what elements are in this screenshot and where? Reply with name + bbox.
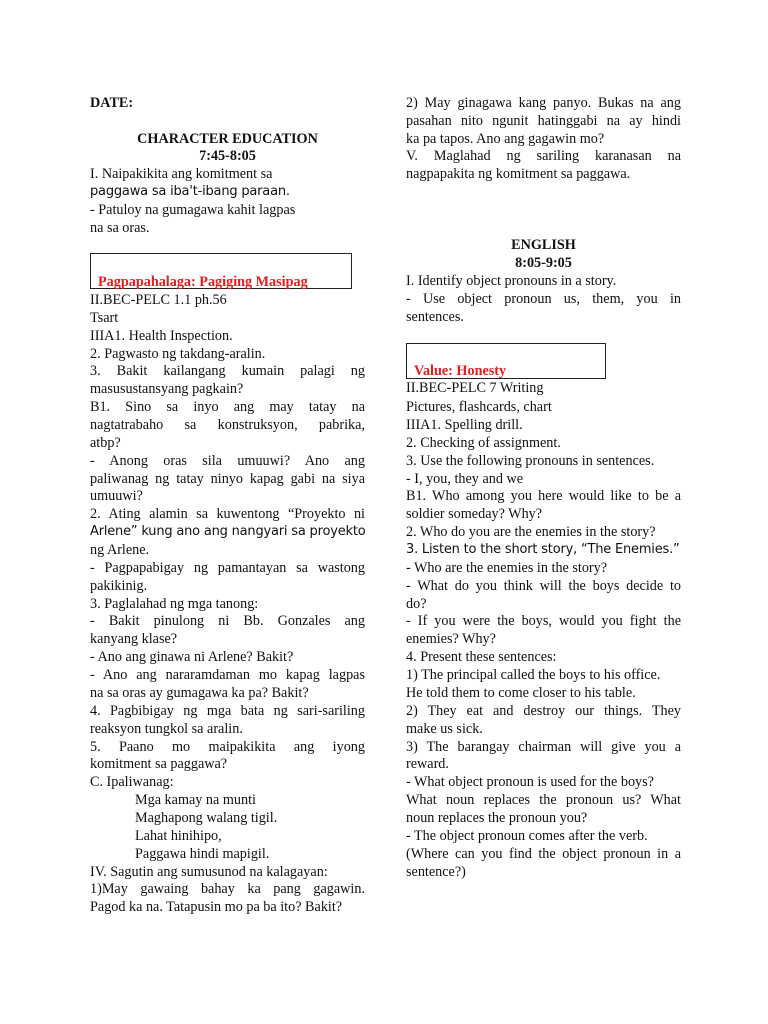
doc-line: V. Maglahad ng sariling karanasan na: [406, 148, 681, 164]
doc-line: - What object pronoun is used for the boys?: [406, 774, 654, 790]
doc-line: B1. Sino sa inyo ang may tatay na: [90, 399, 365, 415]
doc-line: 3. Bakit kailangang kumain palagi ng: [90, 363, 365, 379]
doc-line: 5. Paano mo maipakikita ang iyong: [90, 739, 365, 755]
doc-line: IIIA1. Health Inspection.: [90, 328, 233, 344]
doc-line: - Ano ang ginawa ni Arlene? Bakit?: [90, 649, 294, 665]
doc-line: 4. Present these sentences:: [406, 649, 557, 665]
doc-line: IV. Sagutin ang sumusunod na kalagayan:: [90, 864, 328, 880]
doc-line: masusustansyang pagkain?: [90, 381, 244, 397]
doc-line: 3. Use the following pronouns in sentences.: [406, 453, 655, 469]
doc-line: C. Ipaliwanag:: [90, 774, 174, 790]
doc-line: Pagod ka na. Tatapusin mo pa ba ito? Bakit?: [90, 899, 343, 915]
doc-line: reaksyon tungkol sa aralin.: [90, 721, 243, 737]
doc-line: 1)May gawaing bahay ka pang gagawin.: [90, 881, 365, 897]
objective-line: paggawa sa iba't-ibang paraan.: [90, 184, 290, 199]
doc-line: B1. Who among you here would like to be a: [406, 488, 681, 504]
doc-line: paliwanag ng tatay ninyo kapag gabi na siya: [90, 471, 365, 487]
doc-line: reward.: [406, 756, 449, 772]
doc-line: soldier someday? Why?: [406, 506, 543, 522]
doc-line: 1) The principal called the boys to his office.: [406, 667, 661, 683]
poem-line: Mga kamay na munti: [135, 792, 256, 808]
doc-line: - Anong oras sila umuuwi? Ano ang: [90, 453, 365, 469]
doc-line: - Who are the enemies in the story?: [406, 560, 608, 576]
doc-line: - If you were the boys, would you fight the: [406, 613, 681, 629]
doc-line: - Pagpapabigay ng pamantayan sa wastong: [90, 560, 365, 576]
doc-line: - Ano ang nararamdaman mo kapag lagpas: [90, 667, 365, 683]
doc-line: He told them to come closer to his table.: [406, 685, 636, 701]
doc-line: Pictures, flashcards, chart: [406, 399, 552, 415]
doc-line: Arlene” kung ano ang nangyari sa proyekto: [90, 524, 366, 539]
doc-line: nagtatrabaho sa konstruksyon, pabrika,: [90, 417, 365, 433]
doc-line: IIIA1. Spelling drill.: [406, 417, 523, 433]
doc-line: enemies? Why?: [406, 631, 496, 647]
doc-line: 3) The barangay chairman will give you a: [406, 739, 681, 755]
poem-line: Lahat hinihipo,: [135, 828, 222, 844]
objective-line: - Patuloy na gumagawa kahit lagpas: [90, 202, 296, 218]
date-label: DATE:: [90, 95, 134, 111]
doc-line: sentence?): [406, 864, 466, 880]
objective-line: I. Identify object pronouns in a story.: [406, 273, 617, 289]
doc-line: make us sick.: [406, 721, 483, 737]
value-box-label: Pagpapahalaga: Pagiging Masipag: [98, 274, 308, 290]
doc-line: 4. Pagbibigay ng mga bata ng sari-sariling: [90, 703, 365, 719]
doc-line: ng Arlene.: [90, 542, 150, 558]
doc-line: (Where can you find the object pronoun in a: [406, 846, 681, 862]
doc-line: 3. Paglalahad ng mga tanong:: [90, 596, 259, 612]
doc-line: kanyang klase?: [90, 631, 178, 647]
value-box-label: Value: Honesty: [414, 363, 507, 379]
doc-line: ka pa tapos. Ano ang gagawin mo?: [406, 131, 605, 147]
doc-line: 2. Checking of assignment.: [406, 435, 561, 451]
doc-line: - What do you think will the boys decide to: [406, 578, 681, 594]
subject-time: 7:45-8:05: [199, 148, 256, 164]
poem-line: Paggawa hindi mapigil.: [135, 846, 270, 862]
doc-line: atbp?: [90, 435, 121, 451]
objective-text: I. Naipakikita ang komitment sa: [90, 166, 273, 182]
objective-line: sentences.: [406, 309, 464, 325]
doc-line: II.BEC-PELC 7 Writing: [406, 380, 544, 396]
doc-line: do?: [406, 596, 427, 612]
doc-line: II.BEC-PELC 1.1 ph.56: [90, 292, 227, 308]
doc-line: pakikinig.: [90, 578, 148, 594]
doc-line: 2. Who do you are the enemies in the story?: [406, 524, 656, 540]
subject-time: 8:05-9:05: [515, 255, 572, 271]
doc-line: 3. Listen to the short story, “The Enemies.”: [406, 542, 680, 557]
doc-line: nagpapakita ng komitment sa paggawa.: [406, 166, 631, 182]
doc-line: 2. Pagwasto ng takdang-aralin.: [90, 346, 266, 362]
doc-line: - Bakit pinulong ni Bb. Gonzales ang: [90, 613, 365, 629]
subject-title: ENGLISH: [511, 237, 576, 253]
doc-line: - I, you, they and we: [406, 471, 524, 487]
objective-line: [90, 165, 365, 183]
doc-line: - The object pronoun comes after the verb.: [406, 828, 648, 844]
doc-line: 2) May ginagawa kang panyo. Bukas na ang: [406, 95, 681, 111]
doc-line: pasahan nito ngunit hatinggabi na ay hindi: [406, 113, 681, 129]
objective-line: na sa oras.: [90, 220, 150, 236]
doc-line: na sa oras ay gumagawa ka pa? Bakit?: [90, 685, 309, 701]
doc-line: umuuwi?: [90, 488, 143, 504]
poem-line: Maghapong walang tigil.: [135, 810, 278, 826]
doc-line: Tsart: [90, 310, 119, 326]
doc-line: 2) They eat and destroy our things. They: [406, 703, 681, 719]
doc-line: 2. Ating alamin sa kuwentong “Proyekto ni: [90, 506, 365, 522]
doc-line: What noun replaces the pronoun us? What: [406, 792, 681, 808]
doc-line: komitment sa paggawa?: [90, 756, 228, 772]
objective-line: - Use object pronoun us, them, you in: [406, 291, 681, 307]
doc-line: noun replaces the pronoun you?: [406, 810, 588, 826]
subject-title: CHARACTER EDUCATION: [137, 131, 318, 147]
